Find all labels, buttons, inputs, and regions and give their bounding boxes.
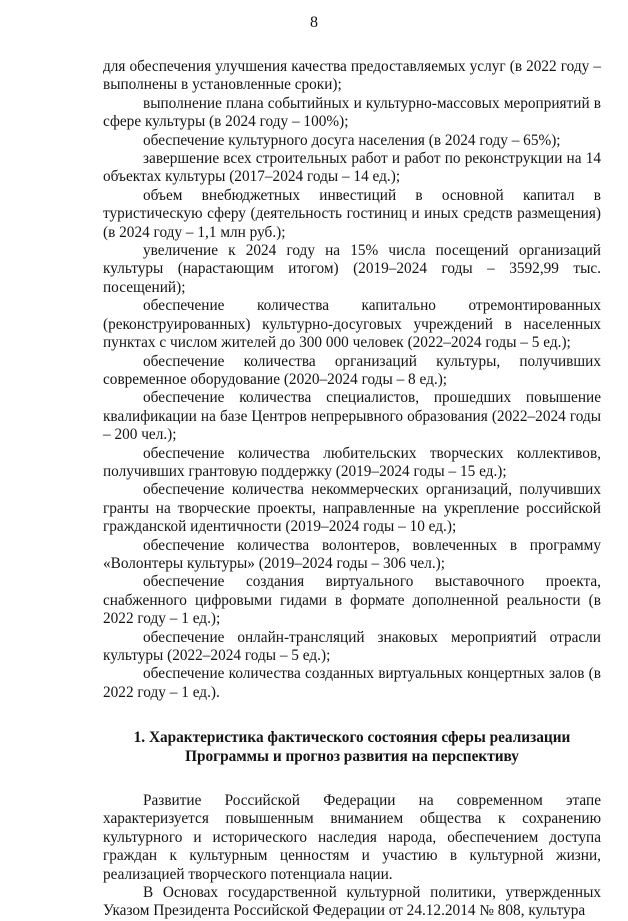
list-item: выполнение плана событийных и культурно-массовых мероприятий в сфере культуры (в 2024 году – 100%); (103, 94, 601, 131)
section-paragraph: В Основах государственной культурной политики, утвержденных Указом Президента Российской Федерации от 24.12.2014 № 808, культура (103, 884, 601, 920)
list-item: обеспечение количества капитально отремонтированных (реконструированных) культурно-досуговых учреждений в населенных пунктах с числом жителей до 300 000 человек (2022–2024 годы – 5 ед.); (103, 297, 601, 352)
list-item: обеспечение количества волонтеров, вовлеченных в программу «Волонтеры культуры» (2019–2024 годы – 306 чел.); (103, 536, 601, 572)
document-body (103, 58, 601, 921)
list-item-continuation: для обеспечения улучшения качества предоставляемых услуг (в 2022 году – выполнены в установленные сроки); (103, 58, 601, 94)
list-item: обеспечение количества специалистов, прошедших повышение квалификации на базе Центров непрерывного образования (2022–2024 годы – 200 чел.); (103, 389, 601, 444)
page-number: 8 (310, 14, 318, 31)
list-item: увеличение к 2024 году на 15% числа посещений организаций культуры (нарастающим итогом) (2019–2024 годы – 3592,99 тыс. посещений); (103, 242, 601, 296)
section-heading (103, 729, 601, 766)
section-heading-line-1: 1. Характеристика фактического состояния сферы реализации (133, 729, 571, 747)
list-item: объем внебюджетных инвестиций в основной капитал в туристическую сферу (деятельность гостиниц и иных средств размещения) (в 2024 году – 1,1 млн руб.); (103, 186, 601, 241)
list-item: обеспечение количества некоммерческих организаций, получивших гранты на творческие проекты, направленные на укрепление российской гражданской идентичности (2019–2024 годы – 10 ед.); (103, 481, 601, 536)
section-heading-line-2: Программы и прогноз развития на перспективу (185, 747, 519, 765)
section-paragraph: Развитие Российской Федерации на современном этапе характеризуется повышенным вниманием общества к сохранению культурного и исторического наследия народа, обеспечением доступа граждан к культурным ценностям и участию в культурной жизни, реализацией творческого потенциала нации. (103, 792, 601, 883)
list-item: обеспечение культурного досуга населения (в 2024 году – 65%); (143, 131, 561, 149)
list-item: обеспечение количества любительских творческих коллективов, получивших грантовую поддержку (2019–2024 годы – 15 ед.); (103, 444, 601, 480)
list-item: обеспечение количества организаций культуры, получивших современное оборудование (2020–2024 годы – 8 ед.); (103, 352, 601, 388)
list-item: обеспечение онлайн-трансляций знаковых мероприятий отрасли культуры (2022–2024 годы – 5 ед.); (103, 628, 601, 664)
list-item: обеспечение количества созданных виртуальных концертных залов (в 2022 году – 1 ед.). (103, 665, 601, 701)
list-item: обеспечение создания виртуального выставочного проекта, снабженного цифровыми гидами в формате дополненной реальности (в 2022 году – 1 ед.); (103, 573, 601, 628)
list-item: завершение всех строительных работ и работ по реконструкции на 14 объектах культуры (2017–2024 годы – 14 ед.); (103, 150, 601, 186)
